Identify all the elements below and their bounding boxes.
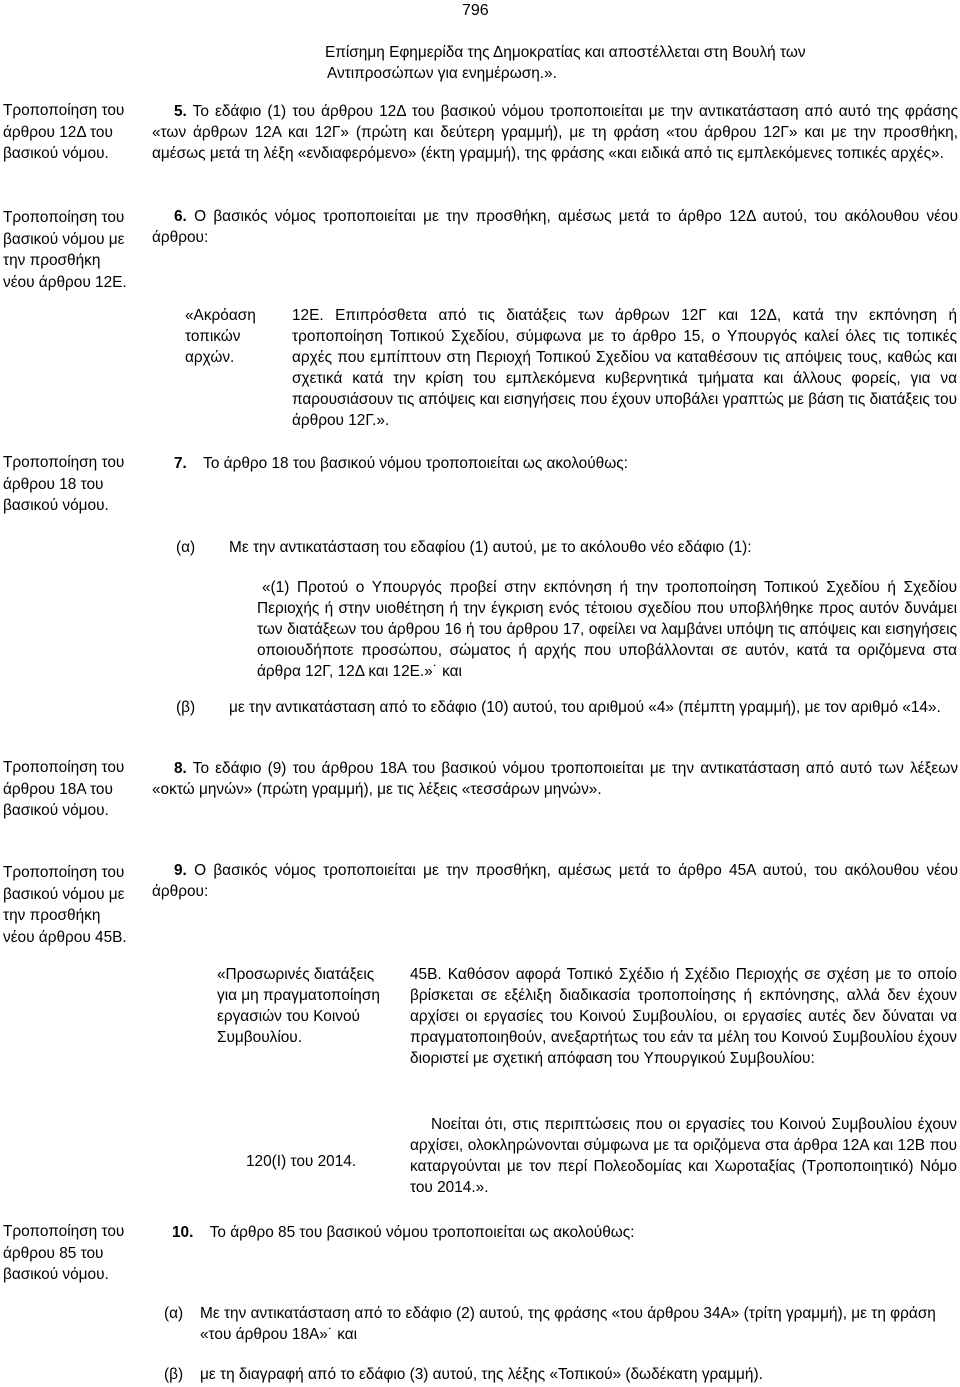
section-7-b-label: (β) <box>176 699 196 716</box>
section-7-text: Το άρθρο 18 του βασικού νόμου τροποποιείται ως ακολούθως: <box>203 455 628 472</box>
margin-note-45b: Τροποποίηση του βασικού νόμου με την προσθήκη νέου άρθρου 45Β. <box>3 864 127 946</box>
section-9-number: 9. <box>174 862 187 879</box>
section-7-a-text: Με την αντικατάσταση του εδαφίου (1) αυτού, με το ακόλουθο νέο εδάφιο (1): <box>229 539 752 556</box>
section-5 <box>152 101 958 164</box>
proviso-text: Νοείται ότι, στις περιπτώσεις που οι εργασίες του Κοινού Συμβουλίου έχουν αρχίσει, ολοκληρώνονται σύμφωνα με τα οριζόμενα στα άρθρα 12Α και 12Β που καταργούνται με τον περί Πολεοδομίας και Χωροταξίας (Τροποποιητικό) Νόμο του 2014.». <box>410 1116 957 1196</box>
continuation-text <box>325 42 957 84</box>
law-reference: 120(Ι) του 2014. <box>246 1153 357 1170</box>
section-10-a-label: (α) <box>164 1305 184 1322</box>
inserted-45b-body <box>410 964 957 1069</box>
margin-note-12e: Τροποποίηση του βασικού νόμου με την προσθήκη νέου άρθρου 12Ε. <box>3 209 127 291</box>
inserted-12e-text: Επιπρόσθετα από τις διατάξεις των άρθρων 12Γ και 12Δ, κατά την εκπόνηση ή τροποποίηση Τοπικού Σχεδίου, σύμφωνα με το άρθρο 15, ο Υπουργός καλεί όλες τις τοπικές αρχές που εμπίπτουν στη Περιοχή Τοπικού Σχεδίου να καταθέσουν τις απόψεις τους, καθώς και σχετικά κατά την κρίση του εμπλεκόμενα κυβερνητικά τμήματα και άλλους φορείς, για να παρουσιάσουν τις απόψεις και εισηγήσεις που έχουν υποβάλει γραπτώς με βάση τις διατάξεις του άρθρου 12Γ.». <box>292 307 958 429</box>
section-10-a-text: Με την αντικατάσταση από το εδάφιο (2) αυτού, της φράσης «του άρθρου 34Α» (τρίτη γραμμή), με τη φράση «του άρθρου 18Α»˙ και <box>200 1305 936 1343</box>
section-7-quote <box>257 577 957 682</box>
section-7-b-text: με την αντικατάσταση από το εδάφιο (10) αυτού, του αριθμού «4» (πέμπτη γραμμή), με τον αριθμό «14». <box>229 699 941 716</box>
continuation-line-1: Επίσημη Εφημερίδα της Δημοκρατίας και αποστέλλεται στη Βουλή των <box>325 44 806 61</box>
section-10-number: 10. <box>172 1224 194 1241</box>
section-7-number: 7. <box>174 455 187 472</box>
section-7-a-label: (α) <box>176 539 196 556</box>
continuation-line-2: Αντιπροσώπων για ενημέρωση.». <box>327 65 557 82</box>
inserted-12e-number: 12Ε. <box>292 307 324 324</box>
margin-note-18: Τροποποίηση του άρθρου 18 του βασικού νόμου. <box>3 454 125 514</box>
section-9 <box>152 860 958 902</box>
section-10 <box>172 1222 957 1243</box>
section-10-b-text: με τη διαγραφή από το εδάφιο (3) αυτού, της λέξης «Τοπικού» (δωδέκατη γραμμή). <box>200 1366 763 1383</box>
margin-note-12d: Τροποποίηση του άρθρου 12Δ του βασικού νόμου. <box>3 102 125 162</box>
section-8-text: Το εδάφιο (9) του άρθρου 18Α του βασικού νόμου τροποποιείται με την αντικατάσταση από αυτό των λέξεων «οκτώ μηνών» (πρώτη γραμμή), με τις λέξεις «τεσσάρων μηνών». <box>152 760 959 798</box>
proviso <box>410 1114 957 1198</box>
section-8 <box>152 758 958 800</box>
section-9-text: Ο βασικός νόμος τροποποιείται με την προσθήκη, αμέσως μετά το άρθρο 45Α αυτού, του ακόλουθου νέου άρθρου: <box>152 862 958 900</box>
page-number: 796 <box>462 2 489 19</box>
inserted-45b-text: Καθόσον αφορά Τοπικό Σχέδιο ή Σχέδιο Περιοχής σε σχέση με το οποίο βρίσκεται σε εξέλιξη διαδικασία τροποποίησης ή εκπόνησης, αλλά δεν έχουν αρχίσει οι εργασίες του Κοινού Συμβουλίου, οι εργασίες αυτές δεν δύναται να πραγματοποιηθούν, ανεξαρτήτως του εάν τα μέλη του Κοινού Συμβουλίου έχουν διοριστεί με σχετική απόφαση του Υπουργικού Συμβουλίου: <box>410 966 957 1067</box>
inserted-12e-title: «Ακρόαση τοπικών αρχών. <box>185 307 256 366</box>
section-5-text: Το εδάφιο (1) του άρθρου 12Δ του βασικού νόμου τροποποιείται με την αντικατάσταση από αυτό της φράσης «των άρθρων 12Α και 12Γ» (πρώτη και δεύτερη γραμμή), με τη φράση «του άρθρου 12Γ» και με την προσθήκη, αμέσως μετά τη λέξη «ενδιαφερόμενο» (έκτη γραμμή), της φράσης «και ειδικά από τις εμπλεκόμενες τοπικές αρχές». <box>152 103 959 162</box>
section-5-number: 5. <box>174 103 187 120</box>
margin-note-85: Τροποποίηση του άρθρου 85 του βασικού νόμου. <box>3 1223 125 1283</box>
section-6-text: Ο βασικός νόμος τροποποιείται με την προσθήκη, αμέσως μετά το άρθρο 12Δ αυτού, του ακόλουθου νέου άρθρου: <box>152 208 958 246</box>
section-7-quote-text: «(1) Προτού ο Υπουργός προβεί στην εκπόνηση ή την τροποποίηση Τοπικού Σχεδίου ή Σχεδίου Περιοχής ή στην υιοθέτηση ή την έγκριση ενός τέτοιου σχεδίου που υποβλήθηκε προς αυτόν δυνάμει των διατάξεων του άρθρου 16 ή του άρθρου 17, οφείλει να λαμβάνει υπόψη τις απόψεις και εισηγήσεις οποιουδήποτε προσώπου, σώματος ή αρχής που υποβάλλονται σε αυτόν, κατά τα οριζόμενα στα άρθρα 12Γ, 12Δ και 12Ε.»˙ και <box>257 579 957 680</box>
section-10-text: Το άρθρο 85 του βασικού νόμου τροποποιείται ως ακολούθως: <box>209 1224 635 1241</box>
margin-note-18a: Τροποποίηση του άρθρου 18Α του βασικού νόμου. <box>3 759 125 819</box>
inserted-45b-title: «Προσωρινές διατάξεις για μη πραγματοποίηση εργασιών του Κοινού Συμβουλίου. <box>217 966 380 1046</box>
section-6-number: 6. <box>174 208 187 225</box>
section-10-b-label: (β) <box>164 1366 184 1383</box>
section-6 <box>152 206 958 248</box>
section-8-number: 8. <box>174 760 187 777</box>
section-7 <box>174 453 954 474</box>
inserted-12e-body <box>292 305 957 431</box>
inserted-45b-number: 45Β. <box>410 966 442 983</box>
